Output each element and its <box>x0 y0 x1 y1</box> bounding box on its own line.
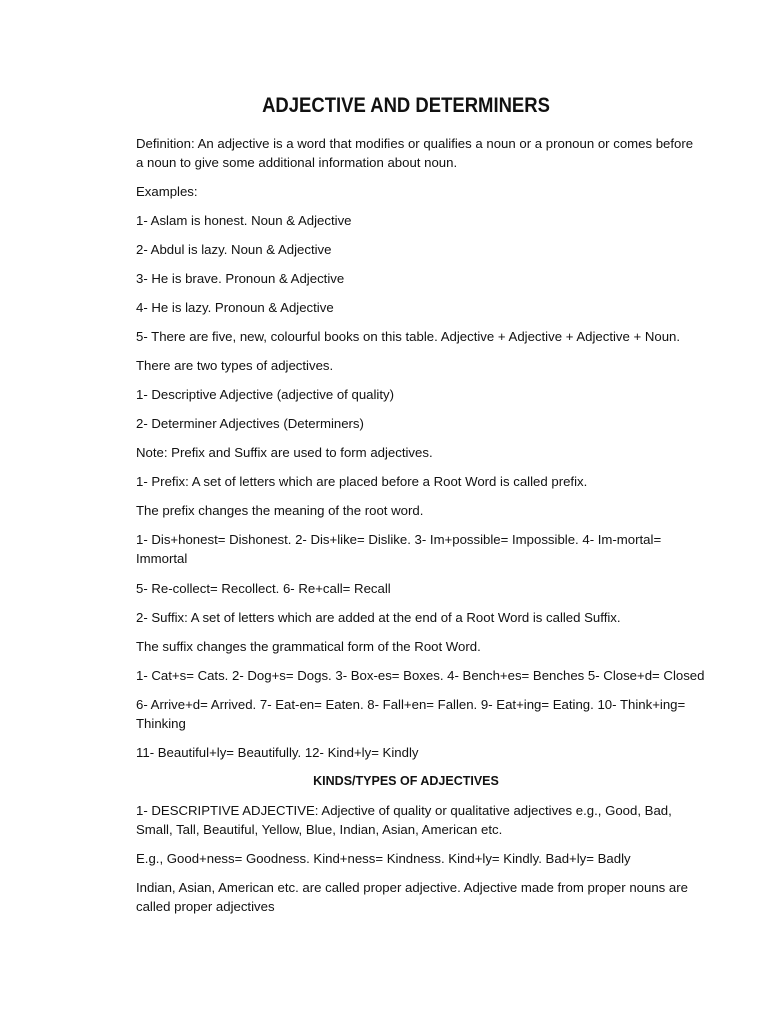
document-title: ADJECTIVE AND DETERMINERS <box>262 94 550 117</box>
prefix-examples: 5- Re-collect= Recollect. 6- Re+call= Recall <box>136 581 391 596</box>
section-heading: KINDS/TYPES OF ADJECTIVES <box>313 774 499 788</box>
suffix-examples: 11- Beautiful+ly= Beautifully. 12- Kind+ly= Kindly <box>136 745 419 760</box>
example-item: 1- Aslam is honest. Noun & Adjective <box>136 213 352 228</box>
example-item: 5- There are five, new, colourful books on this table. Adjective + Adjective + Adjective + Noun. <box>136 329 681 344</box>
example-item: 4- He is lazy. Pronoun & Adjective <box>136 300 334 315</box>
suffix-definition: 2- Suffix: A set of letters which are added at the end of a Root Word is called Suffix. <box>136 610 621 625</box>
examples-heading: Examples: <box>136 184 198 199</box>
example-item: 2- Abdul is lazy. Noun & Adjective <box>136 242 332 257</box>
proper-adjective-paragraph: Indian, Asian, American etc. are called proper adjective. Adjective made from proper nouns are called proper adjectives <box>136 880 688 914</box>
prefix-examples: 1- Dis+honest= Dishonest. 2- Dis+like= Dislike. 3- Im+possible= Impossible. 4- Im-mortal= Immortal <box>136 532 662 566</box>
suffix-examples: 1- Cat+s= Cats. 2- Dog+s= Dogs. 3- Box-es= Boxes. 4- Bench+es= Benches 5- Close+d= Closed <box>136 668 705 683</box>
type-item: 1- Descriptive Adjective (adjective of quality) <box>136 387 394 402</box>
descriptive-adjective-paragraph: 1- DESCRIPTIVE ADJECTIVE: Adjective of quality or qualitative adjectives e.g., Good, Bad, Small, Tall, Beautiful, Yellow, Blue, Indian, Asian, American etc. <box>136 803 672 837</box>
suffix-examples: 6- Arrive+d= Arrived. 7- Eat-en= Eaten. 8- Fall+en= Fallen. 9- Eat+ing= Eating. 10- Think+ing= Thinking <box>136 697 686 731</box>
types-intro: There are two types of adjectives. <box>136 358 334 373</box>
suffix-note: The suffix changes the grammatical form of the Root Word. <box>136 639 481 654</box>
prefix-definition: 1- Prefix: A set of letters which are placed before a Root Word is called prefix. <box>136 474 588 489</box>
prefix-note: The prefix changes the meaning of the root word. <box>136 503 424 518</box>
example-item: 3- He is brave. Pronoun & Adjective <box>136 271 345 286</box>
definition-paragraph: Definition: An adjective is a word that modifies or qualifies a noun or a pronoun or comes before a noun to give some additional information about noun. <box>136 136 694 170</box>
type-item: 2- Determiner Adjectives (Determiners) <box>136 416 364 431</box>
descriptive-examples: E.g., Good+ness= Goodness. Kind+ness= Kindness. Kind+ly= Kindly. Bad+ly= Badly <box>136 851 631 866</box>
note-paragraph: Note: Prefix and Suffix are used to form adjectives. <box>136 445 433 460</box>
